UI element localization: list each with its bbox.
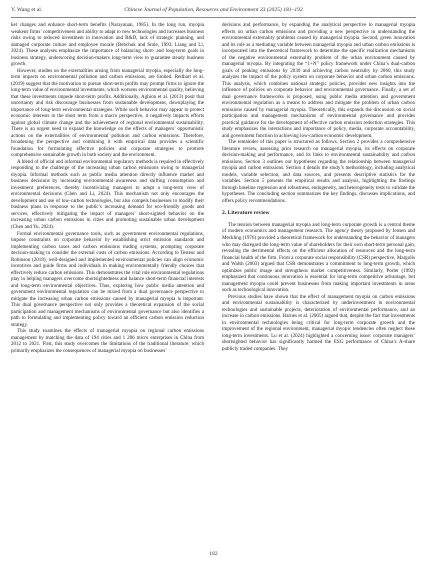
paragraph: The remainder of this paper is structured as follows. Section 2 provides a comprehensive literature review, assessing prior research on managerial myopia, its effects on corporate decision-making and performance, and its links to environmental sustainability and carbon emissions. Section 3 outlines our hypotheses regarding the relationship between managerial myopia and carbon emissions. Section 4 details the study’s methodology, including analytical models, variable selection, and data sources, and presents descriptive statistics for the variables. Section 5 presents the empirical results and analysis, highlighting the findings through baseline regression and robustness, endogeneity, and heterogeneity tests to validate the hypotheses. The concluding section summarizes the key findings, discusses implications, and offers policy recommendations. <box>222 139 415 204</box>
right-column <box>222 22 415 352</box>
page-number: 182 <box>209 551 218 557</box>
running-header-author: Y. Wang et al. <box>11 7 43 13</box>
paragraph: Formal environmental governance tools, such as government environmental regulations, impose constraints on corporate behavior by establishing strict emission standards and implementing carbon taxes and carbon emissions trading systems, prompting corporate decision-making to consider the external costs of carbon emissions. According to Testeur and Robinson (2018), well-designed and implemented environmental policies can align economic incentives and guide firms and individuals in making environmentally friendly choices that effectively reduce carbon emissions. This demonstrates the vital role environmental regulations play in helping managers overcome shortsightedness and balance short-term financial interests and long-term environmental objectives. Thus, exploring how public media attention and government environmental regulation can be mixed from a dual governance perspective to mitigate the increasing urban carbon emissions caused by managerial myopia is important. This dual governance perspective not only provides a theoretical expansion of the social participation and management mechanisms of environmental governance but also identifies a path to formulating and implementing policy toward an efficient carbon emission reduction strategy. <box>11 230 204 328</box>
paragraph: decisions and performance, by expanding the analytical perspective to managerial myopia effects on urban carbon emissions and providing a new perspective in understanding the environmental externality problems caused by managerial myopia. Second, green innovation and its role as a mediating variable between managerial myopia and urban carbon emissions is incorporated into the theoretical framework to determine the specific realization mechanisms of the negative environmental externality problem of the urban environment caused by managerial myopia. By integrating the “1+N” policy framework under China’s dual-carbon goals of peaking emissions by 2030 and achieving carbon neutrality by 2060, this study analyzes the impact of the policy system on corporate behavior and urban carbon emissions. This analysis, which combines national strategic policies, provides new insights into the influence of policies on corporate behavior and environmental governance. Finally, a set of dual governance frameworks is proposed, using public media attention and government environmental regulation as a means to address and mitigate the problem of urban carbon emissions caused by managerial myopia. Theoretically, this expands the discussion on social participation and management mechanisms of environmental governance and provides practical guidance for the development of effective carbon emission reduction strategies. This study emphasizes the interactions and importance of policy, media, corporate accountability, and government function in achieving low-carbon economic development. <box>222 22 415 139</box>
left-column <box>11 22 204 354</box>
paragraph: This study examines the effects of managerial myopia on regional carbon emissions management by matching the data of 194 cities and 1 286 micro enterprises in China from 2012 to 2021. First, this study overcomes the limitations of the traditional literature, which primarily emphasizes the consequences of managerial myopia on businesses’ <box>11 328 204 354</box>
section-title: Literature review <box>227 210 270 217</box>
paragraph: However, studies on the externalities arising from managerial myopia, especially the long-term impacts on environmental pollution and carbon emissions, are limited. Reilhart et al. (2019) suggest that the motivation to pursue short-term profits may prompt firms to ignore the long-term value of environmental investments, which worsens environmental quality, believing that these investments impede short-term profits. Additionally, Aghion et al. (2013) posit that uncertainty and risk discourage businesses from sustainable development, downplaying the importance of long-term environmental strategies. While such behavior may appear to protect economic interests in the short term from a macro perspective, it negatively impacts efforts against global climate change and the achievement of regional environmental sustainability. There is an urgent need to expand the knowledge on the effects of managers’ opportunistic actions on the externalities of environmental pollution and carbon emissions. Therefore, broadening the perspective and combining it with empirical data provides a scientific foundation for formulating effective policies and corporate strategies to promote comprehensive sustainable growth in both society and the environment. <box>11 67 204 159</box>
paragraph: A blend of official and informal environmental regulatory methods is required in effectively responding to the challenge of the increasing urban carbon emissions owing to managerial myopia. Informal methods such as public media attention directly influence market and business decisions by increasing environmental awareness and shifting consumption and investment preferences, thereby incentivizing managers to adopt a long-term view of environmental decisions (Chen and Li, 2024). This mechanism not only encourages the development and use of low-carbon technologies, but also compels businesses to modify their business plans in response to the public’s increasing demand for eco-friendly goods and services, effectively mitigating the impact of managers’ short-sighted behavior on the increasing urban carbon emissions in cities and promoting sustainable urban development (Chen and Yu, 2024). <box>11 158 204 230</box>
paragraph: ket changes and enhance short-term benefits (Narayanan, 1985). In the long run, myopia weakens firms’ competitiveness and ability to adapt to new technologies and increases business risks owing to reduced investment in innovation and R&D, lack of strategic planning, and damaged corporate culture and employee morale (Bebchuk and Stole, 1993; Liang and Li, 2024). These analyses emphasize the importance of balancing short- and long-term goals in business strategy, underscoring decision-makers long-term view to guarantee steady business growth. <box>11 22 204 68</box>
paragraph: Previous studies have shown that the effect of management myopia on carbon emissions and environmental sustainability is characterized by underinvestment in environmental technologies and sustainable projects, deterioration of environmental performance, and an increase in carbon emissions. Barnes et al. (2005) argued that, despite the fact that investments in environmental technologies being critical for long-term corporate growth and the improvement of the regional environment, managerial myopic tendencies often neglect these long-term investments. Lu et al. (2024) highlighted a concerning issue: corporate managers’ shortsighted behavior has significantly harmed the ESG performance of China’s A-share publicly traded companies. They <box>222 293 415 352</box>
paragraph: The tension between managerial myopia and long-term corporate growth is a central theme of modern economics and management research. The agency theory proposed by Jensen and Meckling (1976) provided a theoretical framework for understanding the behavior of managers who may disregard the long-term value of shareholders for their own short-term personal gain, revealing the detrimental effects on the efficient allocation of resources and the long-term financial health of the firm. From a corporate social responsibility (CSR) perspective, Margolis and Walsh (2003) argued that CSR demonstrates a commitment to long-term growth, which optimizes public image and strengthens market competitiveness. Similarly, Porter (1992) emphasized that continuous innovation is essential for long-term competitive advantage, but management myopia could prevent businesses from making important investments in areas such as technological innovation. <box>222 221 415 294</box>
section-number: 2. <box>222 210 227 217</box>
section-heading <box>222 210 415 217</box>
running-header-journal: Chinese Journal of Population, Resources and Environment 23 (2025) 181–192 <box>124 7 303 13</box>
header-rule <box>11 17 416 18</box>
